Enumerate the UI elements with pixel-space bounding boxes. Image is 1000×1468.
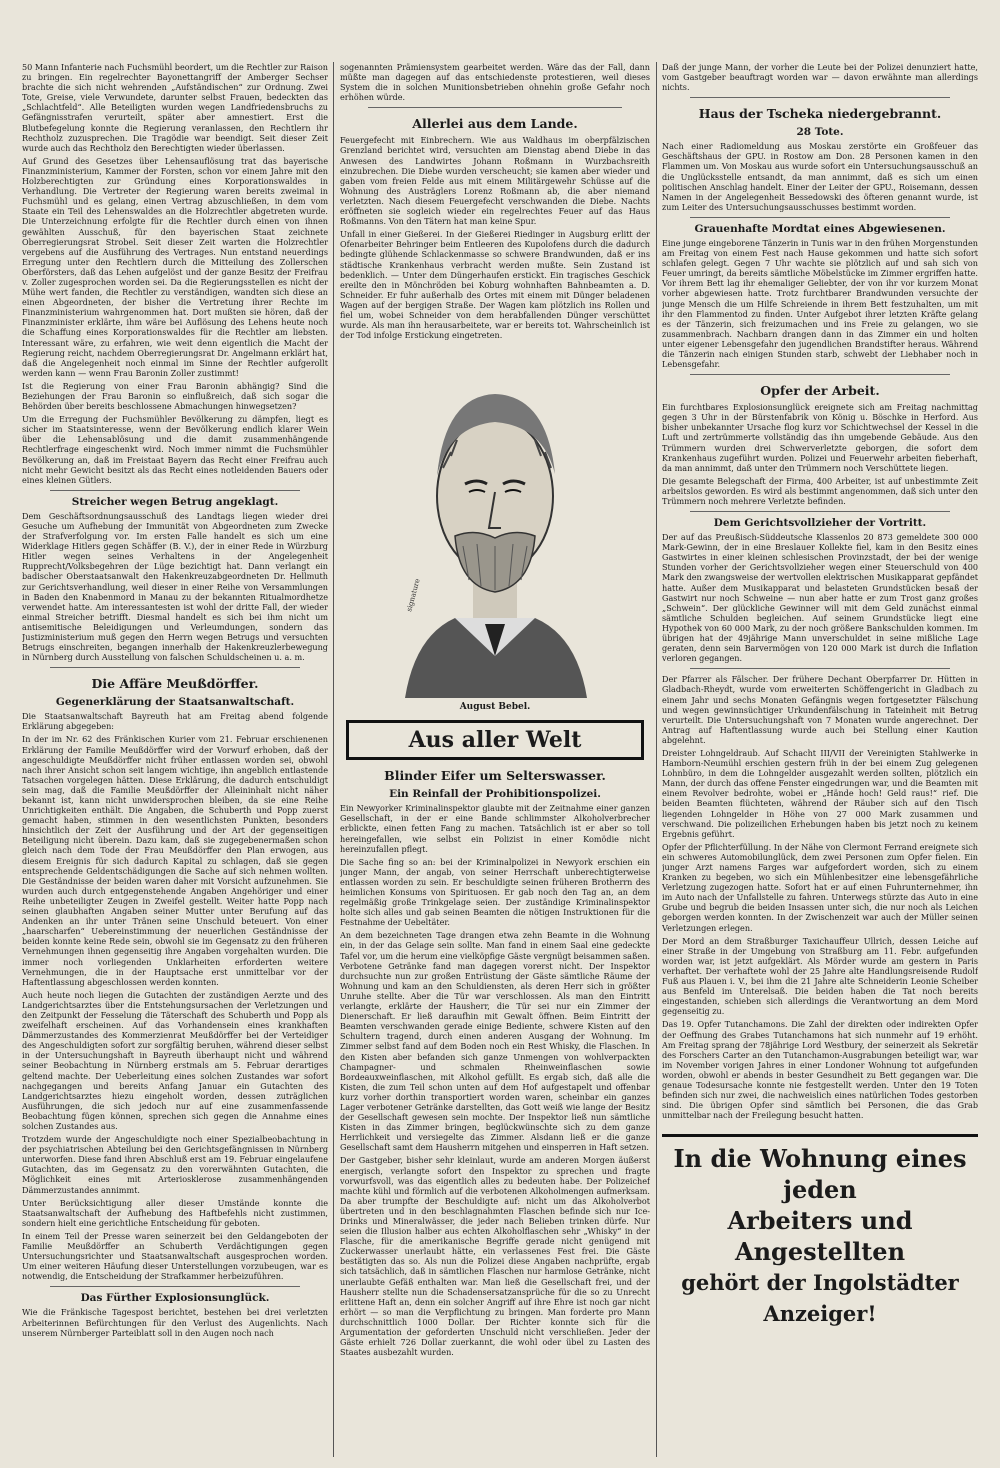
article-text: Der Pfarrer als Fälscher. Der frühere Dechant Oberpfarrer Dr. Hütten in Gladbach-Rheydt, wurde vom erweiterten Schöffengericht in Gladbach zu einem Jahr und sechs Monaten Gefängnis wegen fortgesetzter Fälschung und wegen gewinnsüchtiger Urkundenfälschung in Tateinheit mit Betrug verurteilt. Die Untersuchungshaft von 7 Monaten wurde angerechnet. Der Antrag auf Haftentlassung wurde auch bei Stellung einer Kaution abgelehnt.	[662, 674, 978, 745]
divider	[50, 667, 300, 668]
article-text: Wie die Fränkische Tagespost berichtet, bestehen bei drei verletzten Arbeiterinnen Befürchtungen für den Verlust des Augenlichts. Nach unserem Nürnberger Parteiblatt soll in den Augen noch nach	[22, 1307, 328, 1338]
article-text: Daß der junge Mann, der vorher die Leute bei der Polizei denunziert hatte, vom Gastgeber beauftragt worden war — davon erwähnte man allerdings nichts.	[662, 62, 978, 93]
ad-line-3: gehört der Ingolstädter Anzeiger!	[681, 1270, 959, 1327]
headline-streicher: Streicher wegen Betrug angeklagt.	[71, 495, 279, 508]
divider	[690, 217, 950, 218]
column-rule-left	[333, 62, 334, 1457]
advertisement-box	[662, 1134, 978, 1329]
article-text: Opfer der Pflichterfüllung. In der Nähe von Clermont Ferrand ereignete sich ein schweres Automobilunglück, dem zwei Personen zum Opfer fielen. Ein junger Arzt namens Farges war aufgefordert worden, sich zu einem Kranken zu begeben, wo sich ein Mühlenbesitzer eine lebensgefährliche Verletzung zugezogen hatte. Sofort hat er auf einen Fuhrunternehmer, ihn im Auto nach der Unfallstelle zu fahren. Unterwegs stürzte das Auto in eine Grube und begrub die beiden Insassen unter sich, die nur noch als Leichen geborgen werden konnten. In der Zwischenzeit war auch der Müller seinen Verletzungen erlegen.	[662, 841, 978, 933]
ad-line-2: Arbeiters und Angestellten	[727, 1206, 913, 1267]
headline-opfer-der-arbeit: Opfer der Arbeit.	[760, 383, 880, 399]
divider	[690, 668, 950, 669]
article-text: Dem Geschäftsordnungsausschuß des Landtags liegen wieder drei Gesuche um Aufhebung der Immunität von Abgeordneten zum Zwecke der Strafverfolgung vor. Im ersten Falle handelt es sich um eine Widerklage Hitlers gegen Schäffer (B. V.), der in einer Rede in Würzburg Hitler wegen seines Verhaltens in der Angelegenheit Rupprecht/Volksbegehren der Lüge bezichtigt hat. Dann verlangt ein badischer Oberstaatsanwalt den Hakenkreuzabgeordneten Dr. Hellmuth zur Gerichtsverhandlung, weil dieser in einer Reihe von Versammlungen in Baden den Knabenmord in Manau zu der bekannten Ritualmordhetze verwendet hatte. Am interessantesten ist wohl der dritte Fall, der wieder einmal Streicher betrifft. Diesmal handelt es sich bei ihm nicht um antisemitische Beleidigungen und Verleumdungen, sondern das Justizministerium muß gegen den Herrn wegen Betrugs und versuchten Betrugs einschreiten, begangen innerhalb der Hakenkreuzlerbewegung in Nürnberg durch Ausstellung von falschen Schuldscheinen u. a. m.	[22, 510, 328, 663]
svg-text:signature: signature	[405, 578, 422, 613]
article-text: Der Mord an dem Straßburger Taxichauffeur Ullrich, dessen Leiche auf einer Straße in der Umgebung von Straßburg am 11. Febr. aufgefunden worden war, ist jetzt aufgeklärt. Als Mörder wurde am gestern in Paris verhaftet. Der verhaftete wohl der 25 Jahre alte Handlungsreisende Rudolf Fuß aus Plauen i. V., bei ihm die 21 Jahre alte Schneiderin Leonie Scheiber aus Benfeld im Unterelsaß. Die beiden haben die Tat noch bereits eingestanden, schieben sich allerdings die Verantwortung an dem Mord gegenseitig zu.	[662, 935, 978, 1017]
divider	[690, 374, 950, 375]
headline-allerlei: Allerlei aus dem Lande.	[412, 116, 578, 132]
article-text: Dreister Lohngeldraub. Auf Schacht III/VII der Vereinigten Stahlwerke in Hamborn-Neumühl erschien gestern früh in der bei einem Zug gelegenen Lohnbüro, in dem die Lohngelder ausgezahlt werden sollten, plötzlich ein Mann, der durch das offene Fenster eingedrungen war, und die Beamten mit einem Revolver bedrohte, wobei er „Hände hoch! Geld raus!“ rief. Die beiden Beamten flüchteten, während der Räuber sich auf den Tisch liegenden Lohngelder in Höhe von 27 000 Mark zusammen und verschwand. Die polizeilichen Erhebungen haben bis jetzt noch zu keinem Ergebnis geführt.	[662, 747, 978, 839]
article-text: 50 Mann Infanterie nach Fuchsmühl beordert, um die Rechtler zur Raison zu bringen. Ein regelrechter Bayonettangriff der Amberger Sechser brachte die sich nicht wehrenden „Aufständischen“ zur Ordnung. Zwei Tote, Greise, viele Verwundete, darunter selbst Frauen, bedeckten das „Schlachtfeld“. Alle Beteiligten wurden wegen Landfriedensbruchs zu Gefängnisstrafen verurteilt, später aber amnestiert. Erst die Blutbefegelung konnte die Regierung veranlassen, den Rechtlern ihr Rechtholz zuzusprechen. Die Tragödie war beendigt. Seit dieser Zeit wurde auch das Rechtholz den Berechtigten wieder überlassen.	[22, 62, 328, 153]
article-text: Der auf das Preußisch-Süddeutsche Klassenlos 20 873 gemeldete 300 000 Mark-Gewinn, der in eine Breslauer Kollekte fiel, kam in den Besitz eines Gastwirtes in einer kleinen schlesischen Provinzstadt, der bei der wenige Stunden vorher der Gerichtsvollzieher wegen einer Steuerschuld von 400 Mark den zwangsweise der wertvollen elektrischen Musikapparat gepfändet hatte. Außer dem Musikapparat und belasteten Grundstücken besaß der Gastwirt nur noch Schweine — nun aber hatte er zum Trost ganz großes „Schwein“. Der glückliche Gewinner will mit dem Geld zunächst einmal sämtliche Schulden begleichen. Auf seinem Grundstücke liegt eine Hypothek von 60 000 Mark, zu der noch größere Bankschulden kommen. Im übrigen hat der 49jährige Mann unverschuldet in seine mißliche Lage geraten, denn sein Barvermögen von 120 000 Mark ist durch die Inflation verloren gegangen.	[662, 532, 978, 664]
column-right	[662, 62, 978, 1457]
article-text: Auf Grund des Gesetzes über Lehensauflösung trat das bayerische Finanzministerium, Kammer der Forsten, schon vor einem Jahre mit den Holzberechtigten zur Gründung eines Korporationswaldes in Verhandlung. Die Vertreter der Regierung waren bereits zweimal in Fuchsmühl und es gelang, einen Vertrag abzuschließen, in dem vom Staate ein Teil des Lehenswaldes an die Holzrechtler abgetreten wurde. Die Unterzeichnung erfolgte für die Rechtler durch einen von ihnen gewählten Ausschuß, für den bayerischen Staat zeichnete Oberregierungsrat Strobel. Seit dieser Zeit warten die Holzrechtler vergebens auf die Ausführung des Vertrages. Nun entstand neuerdings Erregung unter den Rechtlern durch die Mitteilung des Zollerschen Oberförsters, daß das Lehen aufgelöst und der ganze Besitz der Freifrau v. Zoller zugesprochen worden sei. Da die Regierungsstellen es nicht der Mühe wert fanden, die Rechtler zu verständigen, wandten sich diese an einen Abgeordneten, der bisher die Vertretung ihrer Rechte im Finanzministerium wahrgenommen hat. Dort mußten sie hören, daß der Finanzminister erklärte, ihm wäre bei Auflösung des Lehens heute noch die Schaffung eines Korporationswaldes für die Rechtler am liebsten. Interessant wäre, zu erfahren, wie weit denn eigentlich die Macht der Regierung reicht, nachdem Oberregierungsrat Dr. Angelmann erklärt hat, daß die Angelegenheit noch einmal im Sinne der Rechtler aufgerollt werden kann — wenn Frau Baronin Zoller zustimmt!	[22, 155, 328, 378]
subheadline-gegenerklaerung: Gegenerklärung der Staatsanwaltschaft.	[55, 696, 295, 709]
article-text: Ein furchtbares Explosionsunglück ereignete sich am Freitag nachmittag gegen 3 Uhr in der Bürstenfabrik von König u. Böschke in Herford. Aus bisher unbekannter Ursache flog kurz vor Schichtwechsel der Kessel in die Luft und zertrümmerte vollständig das ihn umgebende Gebäude. Aus den Trümmern wurden drei Schwerverletzte geborgen, die sofort dem Krankenhaus zugeführt wurden. Polizei und Feuerwehr arbeiten fieberhaft, da man annimmt, daß unter den Trümmern noch Verschüttete liegen.	[662, 402, 978, 473]
article-text: Die Staatsanwaltschaft Bayreuth hat am Freitag abend folgende Erklärung abgegeben:	[22, 711, 328, 732]
divider	[690, 511, 950, 512]
portrait-caption: August Bebel.	[459, 702, 531, 713]
divider	[50, 1286, 300, 1287]
article-text: An dem bezeichneten Tage drangen etwa zehn Beamte in die Wohnung ein, in der das Gelage sein sollte. Man fand in einem Saal eine gedeckte Tafel vor, um die herum eine vielköpfige Gäste vergnügt beisammen saßen. Verbotene Getränke fand man dagegen vorerst nicht. Der Inspektor durchsuchte nun zur großen Entrüstung der Gäste sämtliche Räume der Wohnung und kam an den Schuldiensten, als deren Herr sich in größter Unruhe stellte. Aber die Tür war verschlossen. Als man den Eintritt verlangte, erklärte der Hausherr, die Tür sei nur ein Zimmer der Dienerschaft. Er ließ daraufhin mit Gewalt öffnen. Beim Eintritt der Beamten verschwanden gerade einige Bediente, schwere Kisten auf den Schultern tragend, durch einen anderen Ausgang der Wohnung. Im Zimmer selbst fand auf dem Boden noch ein Rest Whisky, die Flaschen. In den Kisten aber befanden sich ganze Unmengen von wohlverpackten Champagner- und schmalen Rheinweinflaschen sowie Bordeauxweinflaschen, mit Alkohol gefüllt. Es ergab sich, daß alle die Kisten, die zum Teil schon unten auf dem Hof aufgestapelt und offenbar kurz vorher dorthin transportiert worden waren, scheinbar ein ganzes Lager verbotener Getränke darstellten, das Gott weiß wie lange der Besitz der Gesellschaft gewesen sein mochte. Der Inspektor ließ nun sämtliche Kisten in das Zimmer bringen, beglückwünschte sich zu dem ganze Herrlichkeit und versiegelte das Zimmer. Alsdann ließ er die ganze Gesellschaft samt dem Hausherrn mitgehen und einsperren in Haft setzen.	[340, 930, 650, 1153]
divider	[50, 490, 300, 491]
article-text: Die gesamte Belegschaft der Firma, 400 Arbeiter, ist auf unbestimmte Zeit arbeitslos geworden. Es wird als bestimmt angenommen, daß sich unter den Trümmern noch mehrere Verletzte befinden.	[662, 475, 978, 506]
article-text: Unfall in einer Gießerei. In der Gießerei Riedinger in Augsburg erlitt der Ofenarbeiter Behringer beim Entleeren des Kupolofens durch die dadurch bedingte glühende Schlackenmasse so schwere Brandwunden, daß er ins städtische Krankenhaus verbracht werden mußte. Sein Zustand ist bedenklich. — Unter dem Düngerhaufen erstickt. Ein tragisches Geschick ereilte den in Mönchröden bei Koburg wohnhaften Bahnbeamten a. D. Schneider. Er fuhr außerhalb des Ortes mit einem mit Dünger beladenen Wagen auf der bergigen Straße. Der Wagen kam plötzlich ins Rollen und fiel um, wobei Schneider von dem herabfallenden Dünger verschüttet wurde. Als man ihn herausarbeitete, war er bereits tot. Wahrscheinlich ist der Tod infolge Erstickung eingetreten.	[340, 229, 650, 341]
article-text: In einem Teil der Presse waren seinerzeit bei den Geldangeboten der Familie Meußdörffer an Schuberth Verdächtigungen gegen Untersuchungsrichter und Staatsanwaltschaft ausgesprochen worden. Um einer weiteren Häufung dieser Unterstellungen vorzubeugen, war es notwendig, die Entscheidung der Strafkammer herbeizuführen.	[22, 1230, 328, 1282]
article-text: Das 19. Opfer Tutanchamons. Die Zahl der direkten oder indirekten Opfer der Oeffnung des Grabes Tutanchamons hat sich nunmehr auf 19 erhöht. Am Freitag sprang der 78jährige Lord Westbury, der seinerzeit als Sekretär des Forschers Carter an den Tutanchamon-Ausgrabungen beteiligt war, war im November vorigen Jahres in einer Londoner Wohnung tot aufgefunden worden, obwohl er abends in bester Gesundheit zu Bett gegangen war. Die genaue Todesursache konnte nie festgestellt werden. Unter den 19 Toten befinden sich nur zwei, die nachweislich eines natürlichen Todes gestorben sind. Die übrigen Opfer sind sämtlich bei Personen, die das Grab unmittelbar nach der Freilegung besucht hatten.	[662, 1019, 978, 1121]
article-text: Ein Newyorker Kriminalinspektor glaubte mit der Zeitnahme einer ganzen Gesellschaft, in der er eine Bande schlimmster Alkoholverbrecher erblickte, einen fetten Fang zu machen. Tatsächlich ist er aber so toll hereingefallen, wie selbst ein Polizist in einer Komödie nicht hereinzufallen pflegt.	[340, 803, 650, 854]
headline-blinder-eifer: Blinder Eifer um Selterswasser.	[384, 768, 606, 784]
headline-fuerth: Das Fürther Explosionsunglück.	[80, 1292, 270, 1305]
article-text: Eine junge eingeborene Tänzerin in Tunis war in den frühen Morgenstunden am Freitag von einem Fest nach Hause gekommen und hatte sich sofort schlafen gelegt. Gegen 7 Uhr wachte sie plötzlich auf und sah sich von Feuer umringt, da bereits sämtliche Möbelstücke im Zimmer ergriffen hatte. Vor ihrem Bett lag ihr ehemaliger Geliebter, der von ihr vor kurzem Monat vorher abgewiesen hatte. Trotz furchtbarer Brandwunden versuchte der junge Mensch die um Hilfe Schreiende in ihrem Bett festzuhalten, um mit ihr den Flammentod zu finden. Unter Aufgebot ihrer letzten Kräfte gelang es der Tänzerin, sich freizumachen und ins Freie zu gelangen, wo sie zusammenbrach. Nachbarn drangen dann in das Zimmer ein und holten unter eigener Lebensgefahr den jugendlichen Brandstifter heraus. Während die Tänzerin nach einigen Stunden starb, schwebt der Liebhaber noch in Lebensgefahr.	[662, 237, 978, 370]
headline-gerichtsvollzieher: Dem Gerichtsvollzieher der Vortritt.	[713, 517, 927, 530]
article-text: Auch heute noch liegen die Gutachten der zuständigen Aerzte und des Landgerichtsarztes über die Entstehungsursachen der Verletzungen und den Zeitpunkt der Fesselung die Täterschaft des Schuberth und Popp als zweifelhaft erscheinen. Auf das Vorhandensein eines krankhaften Dämmerzustandes des Kommerzienrat Meußdörffer bei der Verteidiger des Angeschuldigten sofort zur sorgfältig beruhen, während dieser selbst in der Untersuchungshaft in Bayreuth überhaupt nicht und während seiner Beobachtung in Nürnberg erstmals am 5. Februar derartiges geltend machte. Der Ueberleitung eines solchen Zustandes war sofort nachgegangen und bereits Anfang Januar ein Gutachten des Landgerichtsarztes hiezu eingeholt worden, dessen zuträglichen Ausführungen, die sich jedoch nur auf eine zusammenfassende Beobachtung fügen können, sprechen sich gegen die Annahme eines solchen Zustandes aus.	[22, 989, 328, 1131]
bebel-portrait-illustration	[385, 356, 605, 698]
headline-affaere: Die Affäre Meußdörffer.	[91, 676, 259, 692]
subheadline-tote: 28 Tote.	[796, 126, 844, 139]
headline-tscheka: Haus der Tscheka niedergebrannt.	[698, 106, 942, 122]
article-text: sogenannten Prämiensystem gearbeitet werden. Wäre das der Fall, dann müßte man dagegen auf das entschiedenste protestieren, weil dieses System die in solchen Munitionsbetrieben ohnehin große Gefahr noch erhöhen würde.	[340, 62, 650, 103]
headline-mordtat: Grauenhafte Mordtat eines Abgewiesenen.	[694, 222, 946, 235]
divider	[368, 107, 622, 108]
subheadline-reinfall: Ein Reinfall der Prohibitionspolizei.	[389, 788, 601, 801]
column-left	[22, 62, 328, 1457]
article-text: Der Gastgeber, bisher sehr kleinlaut, wurde am anderen Morgen äußerst energisch, verlangte sofort den Inspektor zu sprechen und fragte vorwurfsvoll, was das eigentlich alles zu bedeuten habe. Der Polizeichef machte kühl und förmlich auf die verbotenen Alkoholmengen aufmerksam. Da aber trumpfte der Beschuldigte auf: nicht um das Alkoholverbot übertreten und in den beschlagnahmten Flaschen befinde sich nur Ice-Drinks und Mineralwässer, die jeder nach Belieben trinken dürfe. Nur seien die Illusion halber aus echten Alkoholflaschen sehr „Whisky“ in der Flasche, für die amerikanische Begriffe gerade nicht genügend mit Zuckerwasser unerlaubt hätte, ein verlassenes Fest frei. Die Gäste bestätigten das so. Als nun die Polizei diese Angaben nachprüfte, ergab sich tatsächlich, daß in sämtlichen Flaschen nur harmlose Getränke, nicht unerlaubte Gefäß enthalten war. Man ließ die Gesellschaft frei, und der Hausherr stellte nun die Schadensersatzansprüche für die so zu Unrecht erlittene Haft an, denn ein solcher Angriff auf ihre Ehre ist noch gar nicht erhört — so man die Verpflichtung zu bringen. Man forderte pro Mann durchschnittlich 1000 Dollar. Der Richter konnte sich für die Argumentation der geforderten Unschuld nicht verschließen. Jeder der Gäste erhielt 726 Dollar zuerkannt, die wohl oder übel zu Lasten des Staates ausbezahlt wurden.	[340, 1155, 650, 1358]
article-text: Trotzdem wurde der Angeschuldigte noch einer Spezialbeobachtung in der psychiatrischen Abteilung bei den Gerichtsgefängnissen in Nürnberg unterworfen. Diese fand ihren Abschluß erst am 19. Februar eingelaufene Gutachten, das im Gegensatz zu den vorerwähnten Gutachten, die Möglichkeit eines mit Arteriosklerose zusammenhängenden Dämmerzustandes annimmt.	[22, 1134, 328, 1195]
column-middle	[340, 62, 650, 1457]
article-text: Ist die Regierung von einer Frau Baronin abhängig? Sind die Beziehungen der Frau Baronin so einflußreich, daß sich sogar die Behörden über bereits beschlossene Abmachungen hinwegsetzen?	[22, 380, 328, 412]
section-header-box: Aus aller Welt	[346, 720, 644, 760]
column-rule-right	[656, 62, 657, 1457]
article-text: Die Sache fing so an: bei der Kriminalpolizei in Newyork erschien ein junger Mann, der angab, von seiner Herrschaft unberechtigterweise entlassen worden zu sein. Er beschuldigte seinen früheren Brotherrn des heimlichen Konsums von Spirituosen. Er gab noch den Tag an, an dem regelmäßig große Trinkgelage seien. Der zuständige Kriminalinspektor holte sich alles und gab seinen Beamten die nötigen Instruktionen für die Festnahme der Uebeltäter.	[340, 856, 650, 928]
article-text: Nach einer Radiomeldung aus Moskau zerstörte ein Großfeuer das Geschäftshaus der GPU. in Rostow am Don. 28 Personen kamen in den Flammen um. Von Moskau aus wurde sofort ein Untersuchungsausschuß an die Unglücksstelle entsandt, da man annimmt, daß es sich um einen politischen Anschlag handelt. Einer der Leiter der GPU., Roisemann, dessen Namen in der Angelegenheit Bessedowski des öfteren genannt wurde, ist zum Leiter des Untersuchungsausschusses bestimmt worden.	[662, 141, 978, 212]
article-text: Feuergefecht mit Einbrechern. Wie aus Waldhaus im oberpfälzischen Grenzland berichtet wird, versuchten am Dienstag abend Diebe in das Anwesen des Landwirtes Johann Roßmann in Wurzbachsreith einzubrechen. Die Diebe wurden verscheucht; sie kamen aber wieder und gaben vom freien Felde aus mit einem Militärgewehr Schüsse auf die Wohnung des Austräglers Lorenz Roßmann ab, die aber niemand verletzten. Nach diesem Feuergefecht verschwanden die Diebe. Nachts eröffneten sie sogleich wieder ein regelrechtes Feuer auf das Haus Roßmanns. Von den Tätern hat man keine Spur.	[340, 135, 650, 227]
article-text: Unter Berücksichtigung aller dieser Umstände konnte die Staatsanwaltschaft der Aufhebung des Haftbefehls nicht zustimmen, sondern hielt eine gerichtliche Entscheidung für geboten.	[22, 1197, 328, 1228]
article-text: In der im Nr. 62 des Fränkischen Kurier vom 21. Februar erschienenen Erklärung der Familie Meußdörffer wird der Vorwurf erhoben, daß der angeschuldigte Meußdörffer nicht früher entlassen worden sei, obwohl nach ihrer Ansicht schon seit langem wichtige, ihn angeblich entlastende Tatsachen vorgelegen hätten. Diese Erklärung, die dadurch entschuldigt sein mag, daß die Familie Meußdörffer der Alleininhalt nicht näher bekannt ist, kann nicht unwidersprochen bleiben, da sie eine Reihe Unrichtigkeiten enthält. Die Angaben, die Schuberth und Popp zuerst gemacht haben, stimmen in den wesentlichsten Punkten, besonders hinsichtlich der Zeit der Ausführung und der Art der gegenseitigen Beteiligung nicht überein. Dazu kam, daß sie zugegebenermaßen schon gleich nach dem Tode der Frau Meußdörffer den Plan erwogen, aus diesem Ereignis für sich dadurch Kapital zu schlagen, daß sie gegen entsprechende Geldentschädigungen die Sache auf sich nehmen wollten. Die Geständnisse der beiden waren daher mit Vorsicht aufzunehmen. Sie wurden auch durch entgegenstehende Angaben Angehöriger und einer Reihe unbeteiligter Zeugen in Zweifel gestellt. Weiter hatte Popp nach seinen glaubhaften Angaben seiner Mutter unter Berufung auf das Andenken an ihr unter Tränen seine Unschuld beteuert. Von einer „haarscharfen“ Uebereinstimmung der neuerlichen Geständnisse der beiden konnte keine Rede sein, obwohl sie im Gegensatz zu den früheren Vernehmungen ihnen gegenseitig ihre Angaben vorgehalten wurden. Die immer noch vorliegenden Unklarheiten erforderten weitere Vernehmungen, die in der Hauptsache erst unmittelbar vor der Haftentlassung abgeschlossen werden konnten.	[22, 734, 328, 987]
article-text: Um die Erregung der Fuchsmühler Bevölkerung zu dämpfen, liegt es sicher im Staatsinteresse, wenn der Bevölkerung endlich klarer Wein über die Lehensablösung und die damit zusammenhängende Rechtlerfrage eingeschenkt wird. Noch immer nimmt die Fuchsmühler Bevölkerung an, daß im Freistaat Bayern das Recht einer Freifrau auch nicht mehr Gewicht besitzt als das Recht eines notleidenden Bauers oder eines kleinen Gütlers.	[22, 414, 328, 485]
ad-line-1: In die Wohnung eines jeden	[673, 1144, 967, 1205]
divider	[690, 97, 950, 98]
